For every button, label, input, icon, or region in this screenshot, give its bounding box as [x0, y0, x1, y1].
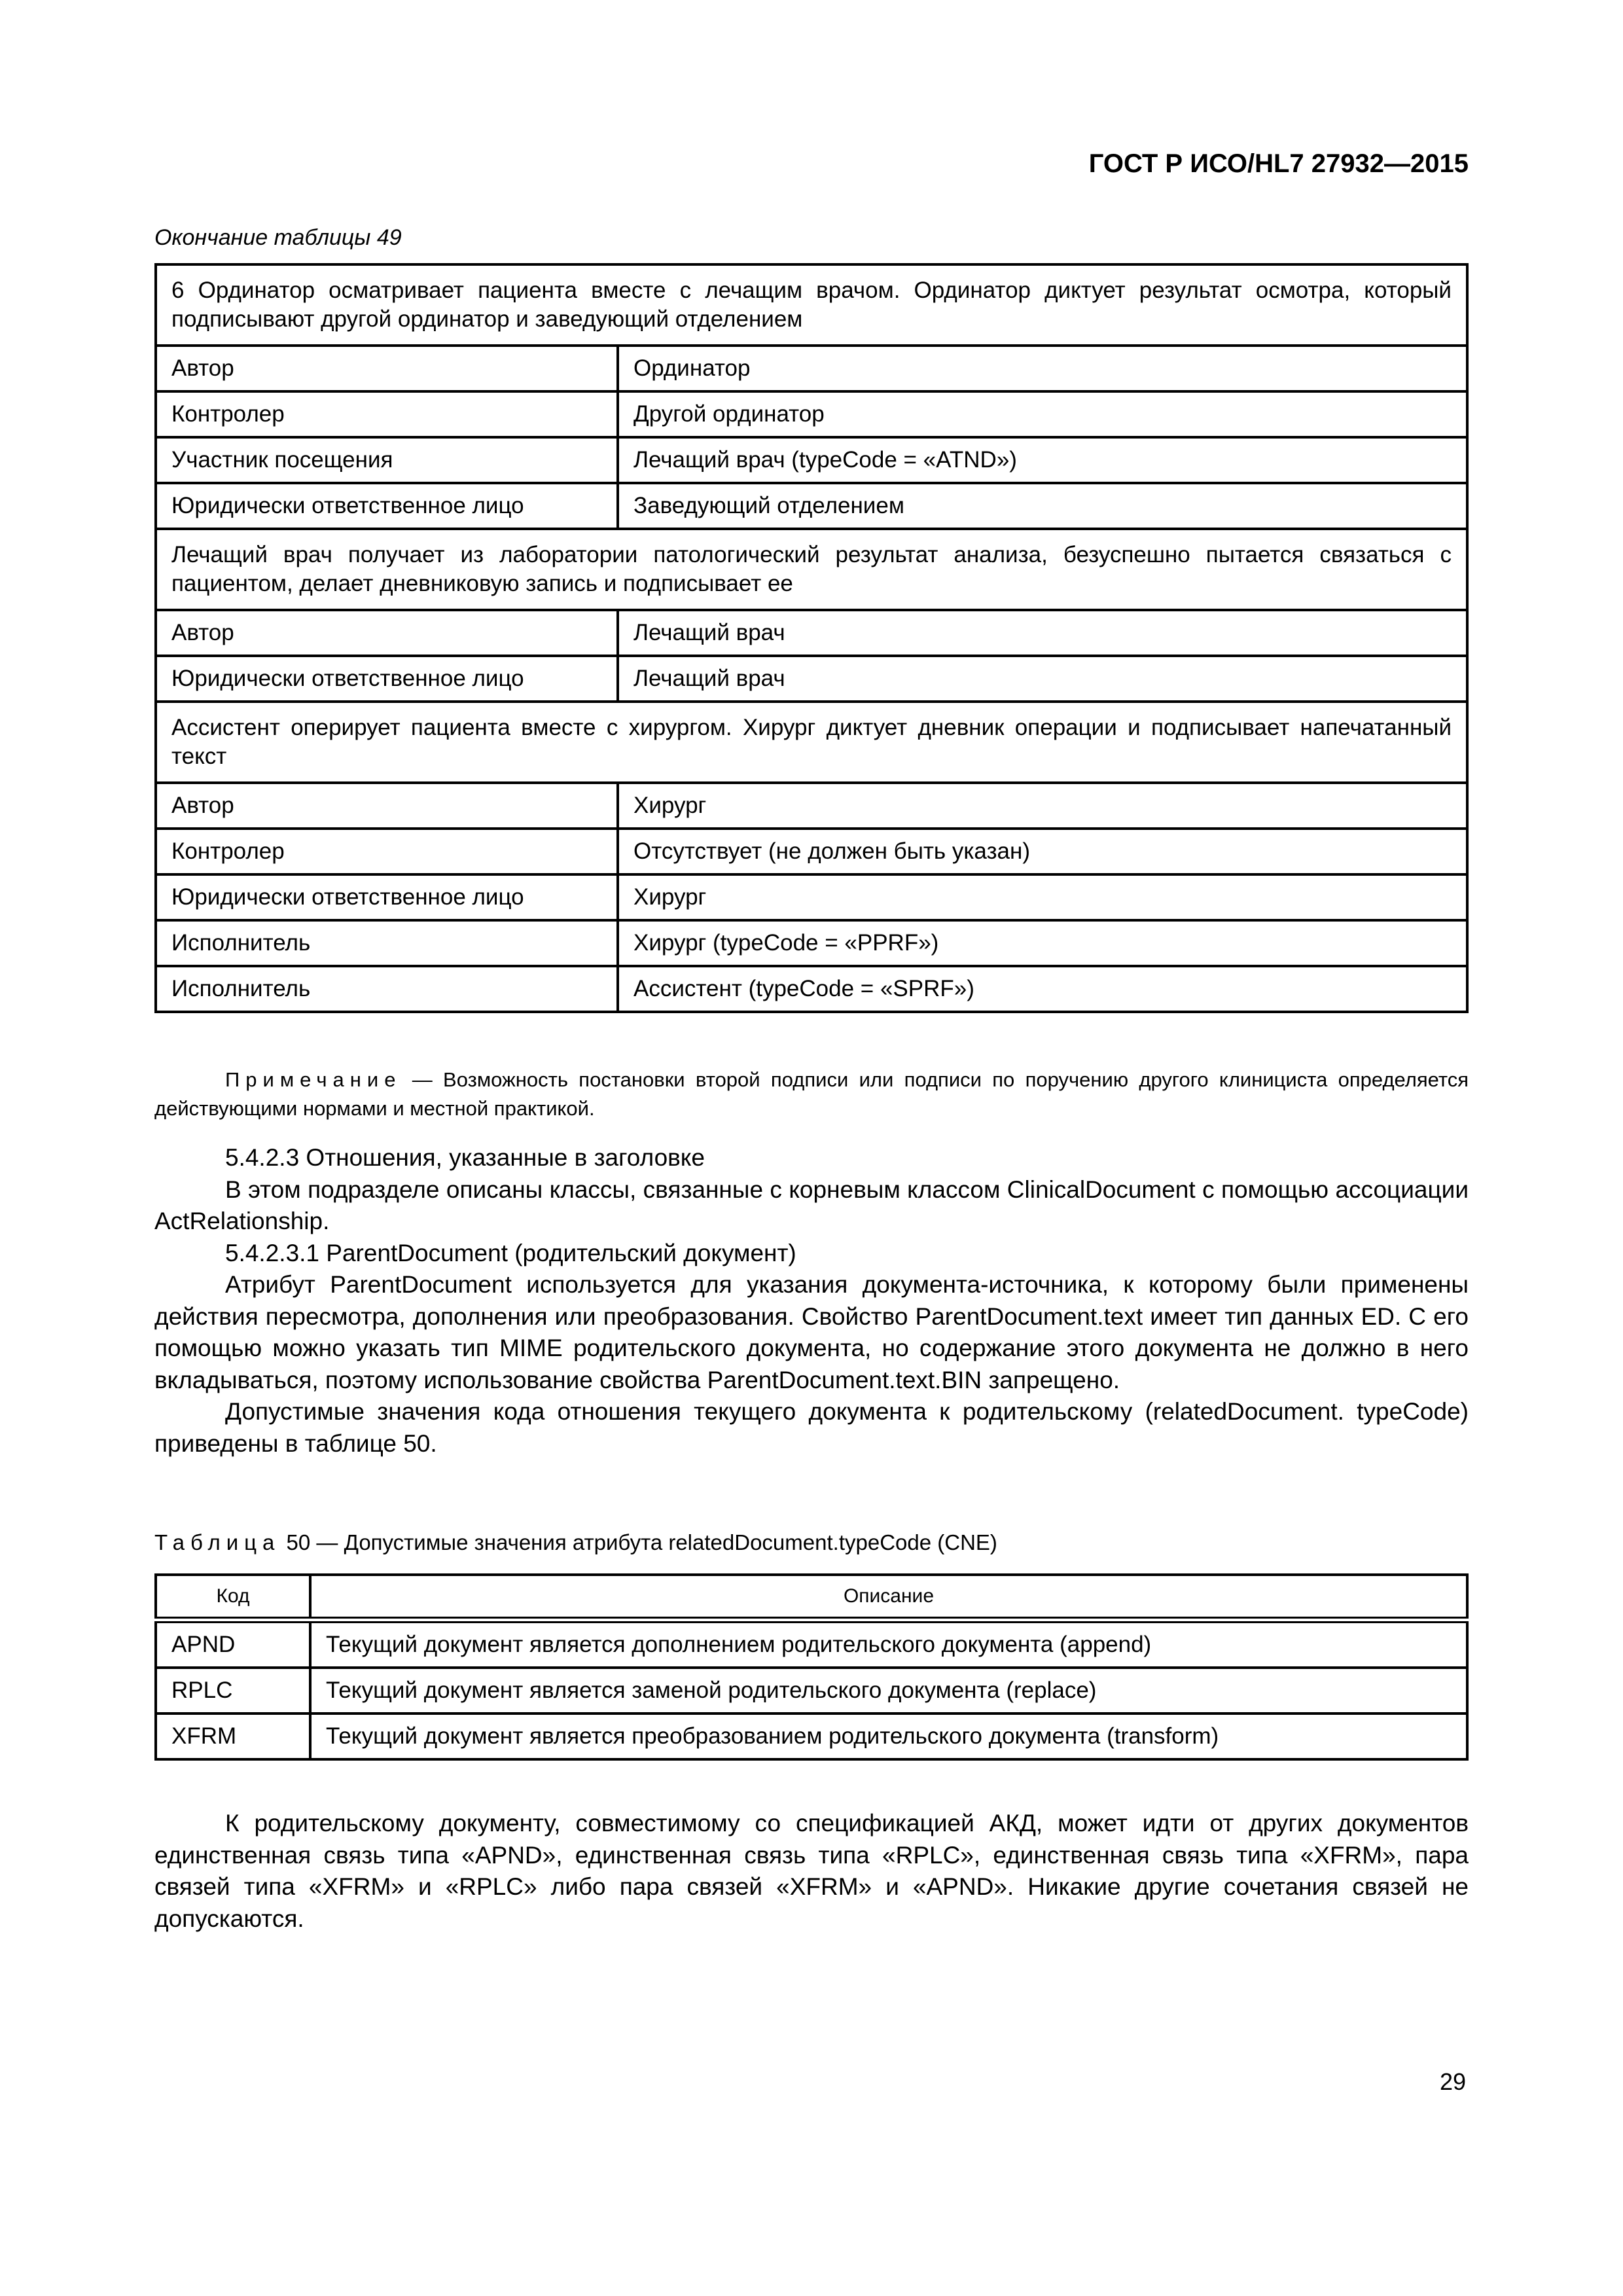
document-code-header: ГОСТ Р ИСО/HL7 27932—2015 [1088, 149, 1469, 178]
table-row [156, 391, 1467, 437]
page-number: 29 [1439, 2068, 1466, 2095]
value-cell: Заведующий отделением [618, 483, 1467, 529]
table-row [156, 610, 1467, 656]
note-label: Примечание [225, 1068, 402, 1091]
table-row-scenario [156, 264, 1467, 346]
code-cell: RPLC [156, 1668, 310, 1713]
table-row [156, 920, 1467, 966]
table-header-row [156, 1575, 1467, 1620]
role-cell: Исполнитель [156, 920, 618, 966]
table-row [156, 1668, 1467, 1713]
table-row [156, 829, 1467, 874]
table-50 [154, 1573, 1469, 1761]
value-cell: Хирург (typeCode = «PPRF») [618, 920, 1467, 966]
table50-caption-label: Таблица [154, 1530, 281, 1554]
value-cell: Отсутствует (не должен быть указан) [618, 829, 1467, 874]
value-cell: Лечащий врач [618, 610, 1467, 656]
table-row [156, 1713, 1467, 1759]
value-cell: Ассистент (typeCode = «SPRF») [618, 966, 1467, 1012]
scenario-cell: 6 Ординатор осматривает пациента вместе с лечащим врачом. Ординатор диктует результат осмотра, который подписывают другой ординатор и заведующий отделением [156, 264, 1467, 346]
role-cell: Автор [156, 346, 618, 391]
scenario-cell: Ассистент оперирует пациента вместе с хирургом. Хирург диктует дневник операции и подписывает напечатанный текст [156, 702, 1467, 783]
closing-section [154, 1808, 1469, 1935]
description-cell: Текущий документ является заменой родительского документа (replace) [310, 1668, 1467, 1713]
description-cell: Текущий документ является преобразованием родительского документа (transform) [310, 1713, 1467, 1759]
table-row [156, 1620, 1467, 1668]
code-cell: APND [156, 1620, 310, 1668]
role-cell: Юридически ответственное лицо [156, 874, 618, 920]
value-cell: Хирург [618, 874, 1467, 920]
scenario-cell: Лечащий врач получает из лаборатории патологический результат анализа, безуспешно пытается связаться с пациентом, делает дневниковую запись и подписывает ее [156, 529, 1467, 610]
table49-continuation-caption: Окончание таблицы 49 [154, 225, 402, 250]
value-cell: Лечащий врач [618, 656, 1467, 702]
role-cell: Автор [156, 610, 618, 656]
section-intro: В этом подразделе описаны классы, связанные с корневым классом ClinicalDocument с помощью ассоциации ActRelationship. [154, 1175, 1469, 1234]
paragraph: Атрибут ParentDocument используется для указания документа-источника, к которому были применены действия пересмотра, дополнения или преобразования. Свойство ParentDocument.text имеет тип данных ED. С его помощью можно указать тип MIME родительского документа, но содержание этого документа не должно в него вкладываться, поэтому использование свойства ParentDocument.text.BIN запрещено. [154, 1271, 1469, 1393]
table50-caption-text: 50 — Допустимые значения атрибута relatedDocument.typeCode (CNE) [280, 1530, 997, 1554]
role-cell: Юридически ответственное лицо [156, 483, 618, 529]
table-row [156, 966, 1467, 1012]
subsection-heading: 5.4.2.3.1 ParentDocument (родительский документ) [225, 1239, 796, 1266]
role-cell: Автор [156, 783, 618, 829]
table-row [156, 483, 1467, 529]
table-row [156, 874, 1467, 920]
table-row-scenario [156, 529, 1467, 610]
description-cell: Текущий документ является дополнением родительского документа (append) [310, 1620, 1467, 1668]
table-note [154, 1066, 1469, 1123]
paragraph: Допустимые значения кода отношения текущего документа к родительскому (relatedDocument. typeCode) приведены в таблице 50. [154, 1398, 1469, 1457]
table-row-scenario [156, 702, 1467, 783]
table-row [156, 346, 1467, 391]
role-cell: Исполнитель [156, 966, 618, 1012]
section-5423 [154, 1142, 1469, 1460]
value-cell: Другой ординатор [618, 391, 1467, 437]
value-cell: Лечащий врач (typeCode = «ATND») [618, 437, 1467, 483]
table50-caption [154, 1530, 997, 1555]
closing-paragraph: К родительскому документу, совместимому со спецификацией АКД, может идти от других документов единственная связь типа «APND», единственная связь типа «RPLC», единственная связь типа «XFRM», пара связей типа «XFRM» и «RPLC» либо пара связей «XFRM» и «APND». Никакие другие сочетания связей не допускаются. [154, 1810, 1469, 1932]
role-cell: Контролер [156, 829, 618, 874]
section-heading: 5.4.2.3 Отношения, указанные в заголовке [225, 1144, 705, 1171]
code-cell: XFRM [156, 1713, 310, 1759]
value-cell: Ординатор [618, 346, 1467, 391]
note-text: — Возможность постановки второй подписи или подписи по поручению другого клинициста определяется действующими нормами и местной практикой. [154, 1068, 1469, 1120]
column-header-code: Код [156, 1575, 310, 1620]
role-cell: Участник посещения [156, 437, 618, 483]
role-cell: Контролер [156, 391, 618, 437]
table-49 [154, 263, 1469, 1013]
table-row [156, 656, 1467, 702]
table-row [156, 437, 1467, 483]
value-cell: Хирург [618, 783, 1467, 829]
role-cell: Юридически ответственное лицо [156, 656, 618, 702]
table-row [156, 783, 1467, 829]
column-header-description: Описание [310, 1575, 1467, 1620]
